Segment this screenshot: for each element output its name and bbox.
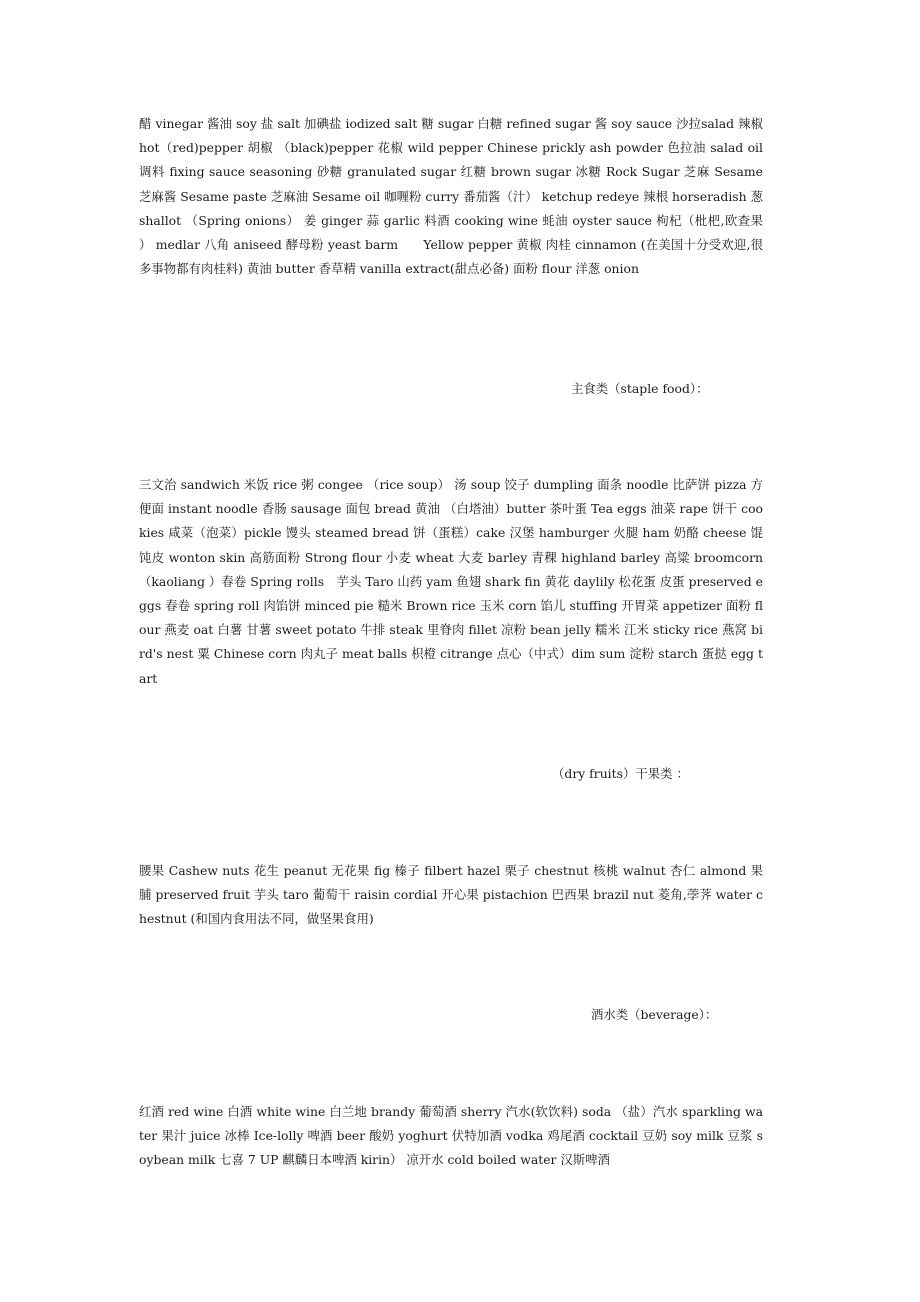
dry-fruits-paragraph: 腰果 Cashew nuts 花生 peanut 无花果 fig 榛子 filbert hazel 栗子 chestnut 核桃 walnut 杏仁 almond 果脯 preserved fruit 芋头 taro 葡萄干 raisin cordial 开心果 pistachion 巴西果 brazil nut 菱角,荸荠 water chestnut (和国内食用法不同，做坚果食用)	[139, 863, 763, 927]
seasonings-paragraph: 醋 vinegar 酱油 soy 盐 salt 加碘盐 iodized salt 糖 sugar 白糖 refined sugar 酱 soy sauce 沙拉salad 辣椒 hot（red)pepper 胡椒 （black)pepper 花椒 wild pepper Chinese prickly ash powder 色拉油 salad oil 调料 fixing sauce seasoning 砂糖 granulated sugar 红糖 brown sugar 冰糖 Rock Sugar 芝麻 Sesame 芝麻酱 Sesame paste 芝麻油 Sesame oil 咖喱粉 curry 番茄酱（汁） ketchup redeye 辣根 horseradish 葱 shallot （Spring onions） 姜 ginger 蒜 garlic 料酒 cooking wine 蚝油 oyster sauce 枸杞（枇杷,欧查果 ） medlar 八角 aniseed 酵母粉 yeast barm Yellow pepper 黄椒 肉桂 cinnamon (在美国十分受欢迎,很多事物都有肉桂料) 黄油 butter 香草精 vanilla extract(甜点必备) 面粉 flour 洋葱 onion	[139, 116, 763, 277]
staple-food-heading: 主食类（staple food）：	[571, 381, 709, 396]
staple-food-paragraph: 三文治 sandwich 米饭 rice 粥 congee （rice soup） 汤 soup 饺子 dumpling 面条 noodle 比萨饼 pizza 方便面 instant noodle 香肠 sausage 面包 bread 黄油 （白塔油）butter 茶叶蛋 Tea eggs 油菜 rape 饼干 cookies 咸菜（泡菜）pickle 馒头 steamed bread 饼（蛋糕）cake 汉堡 hamburger 火腿 ham 奶酪 cheese 馄饨皮 wonton skin 高筋面粉 Strong flour 小麦 wheat 大麦 barley 青稞 highland barley 高粱 broomcorn （kaoliang ）春卷 Spring rolls 芋头 Taro 山药 yam 鱼翅 shark fin 黄花 daylily 松花蛋 皮蛋 preserved eggs 春卷 spring roll 肉馅饼 minced pie 糙米 Brown rice 玉米 corn 馅儿 stuffing 开胃菜 appetizer 面粉 flour 燕麦 oat 白薯 甘薯 sweet potato 牛排 steak 里脊肉 fillet 凉粉 bean jelly 糯米 江米 sticky rice 燕窝 bird's nest 粟 Chinese corn 肉丸子 meat balls 枳橙 citrange 点心（中式）dim sum 淀粉 starch 蛋挞 egg tart	[139, 477, 763, 686]
beverage-paragraph: 红酒 red wine 白酒 white wine 白兰地 brandy 葡萄酒 sherry 汽水(软饮料) soda （盐）汽水 sparkling water 果汁 juice 冰棒 Ice-lolly 啤酒 beer 酸奶 yoghurt 伏特加酒 vodka 鸡尾酒 cocktail 豆奶 soy milk 豆浆 soybean milk 七喜 7 UP 麒麟日本啤酒 kirin） 凉开水 cold boiled water 汉斯啤酒	[139, 1104, 763, 1168]
beverage-heading: 酒水类（beverage）：	[591, 1007, 718, 1022]
dry-fruits-heading: （dry fruits）干果类 ：	[552, 766, 689, 781]
